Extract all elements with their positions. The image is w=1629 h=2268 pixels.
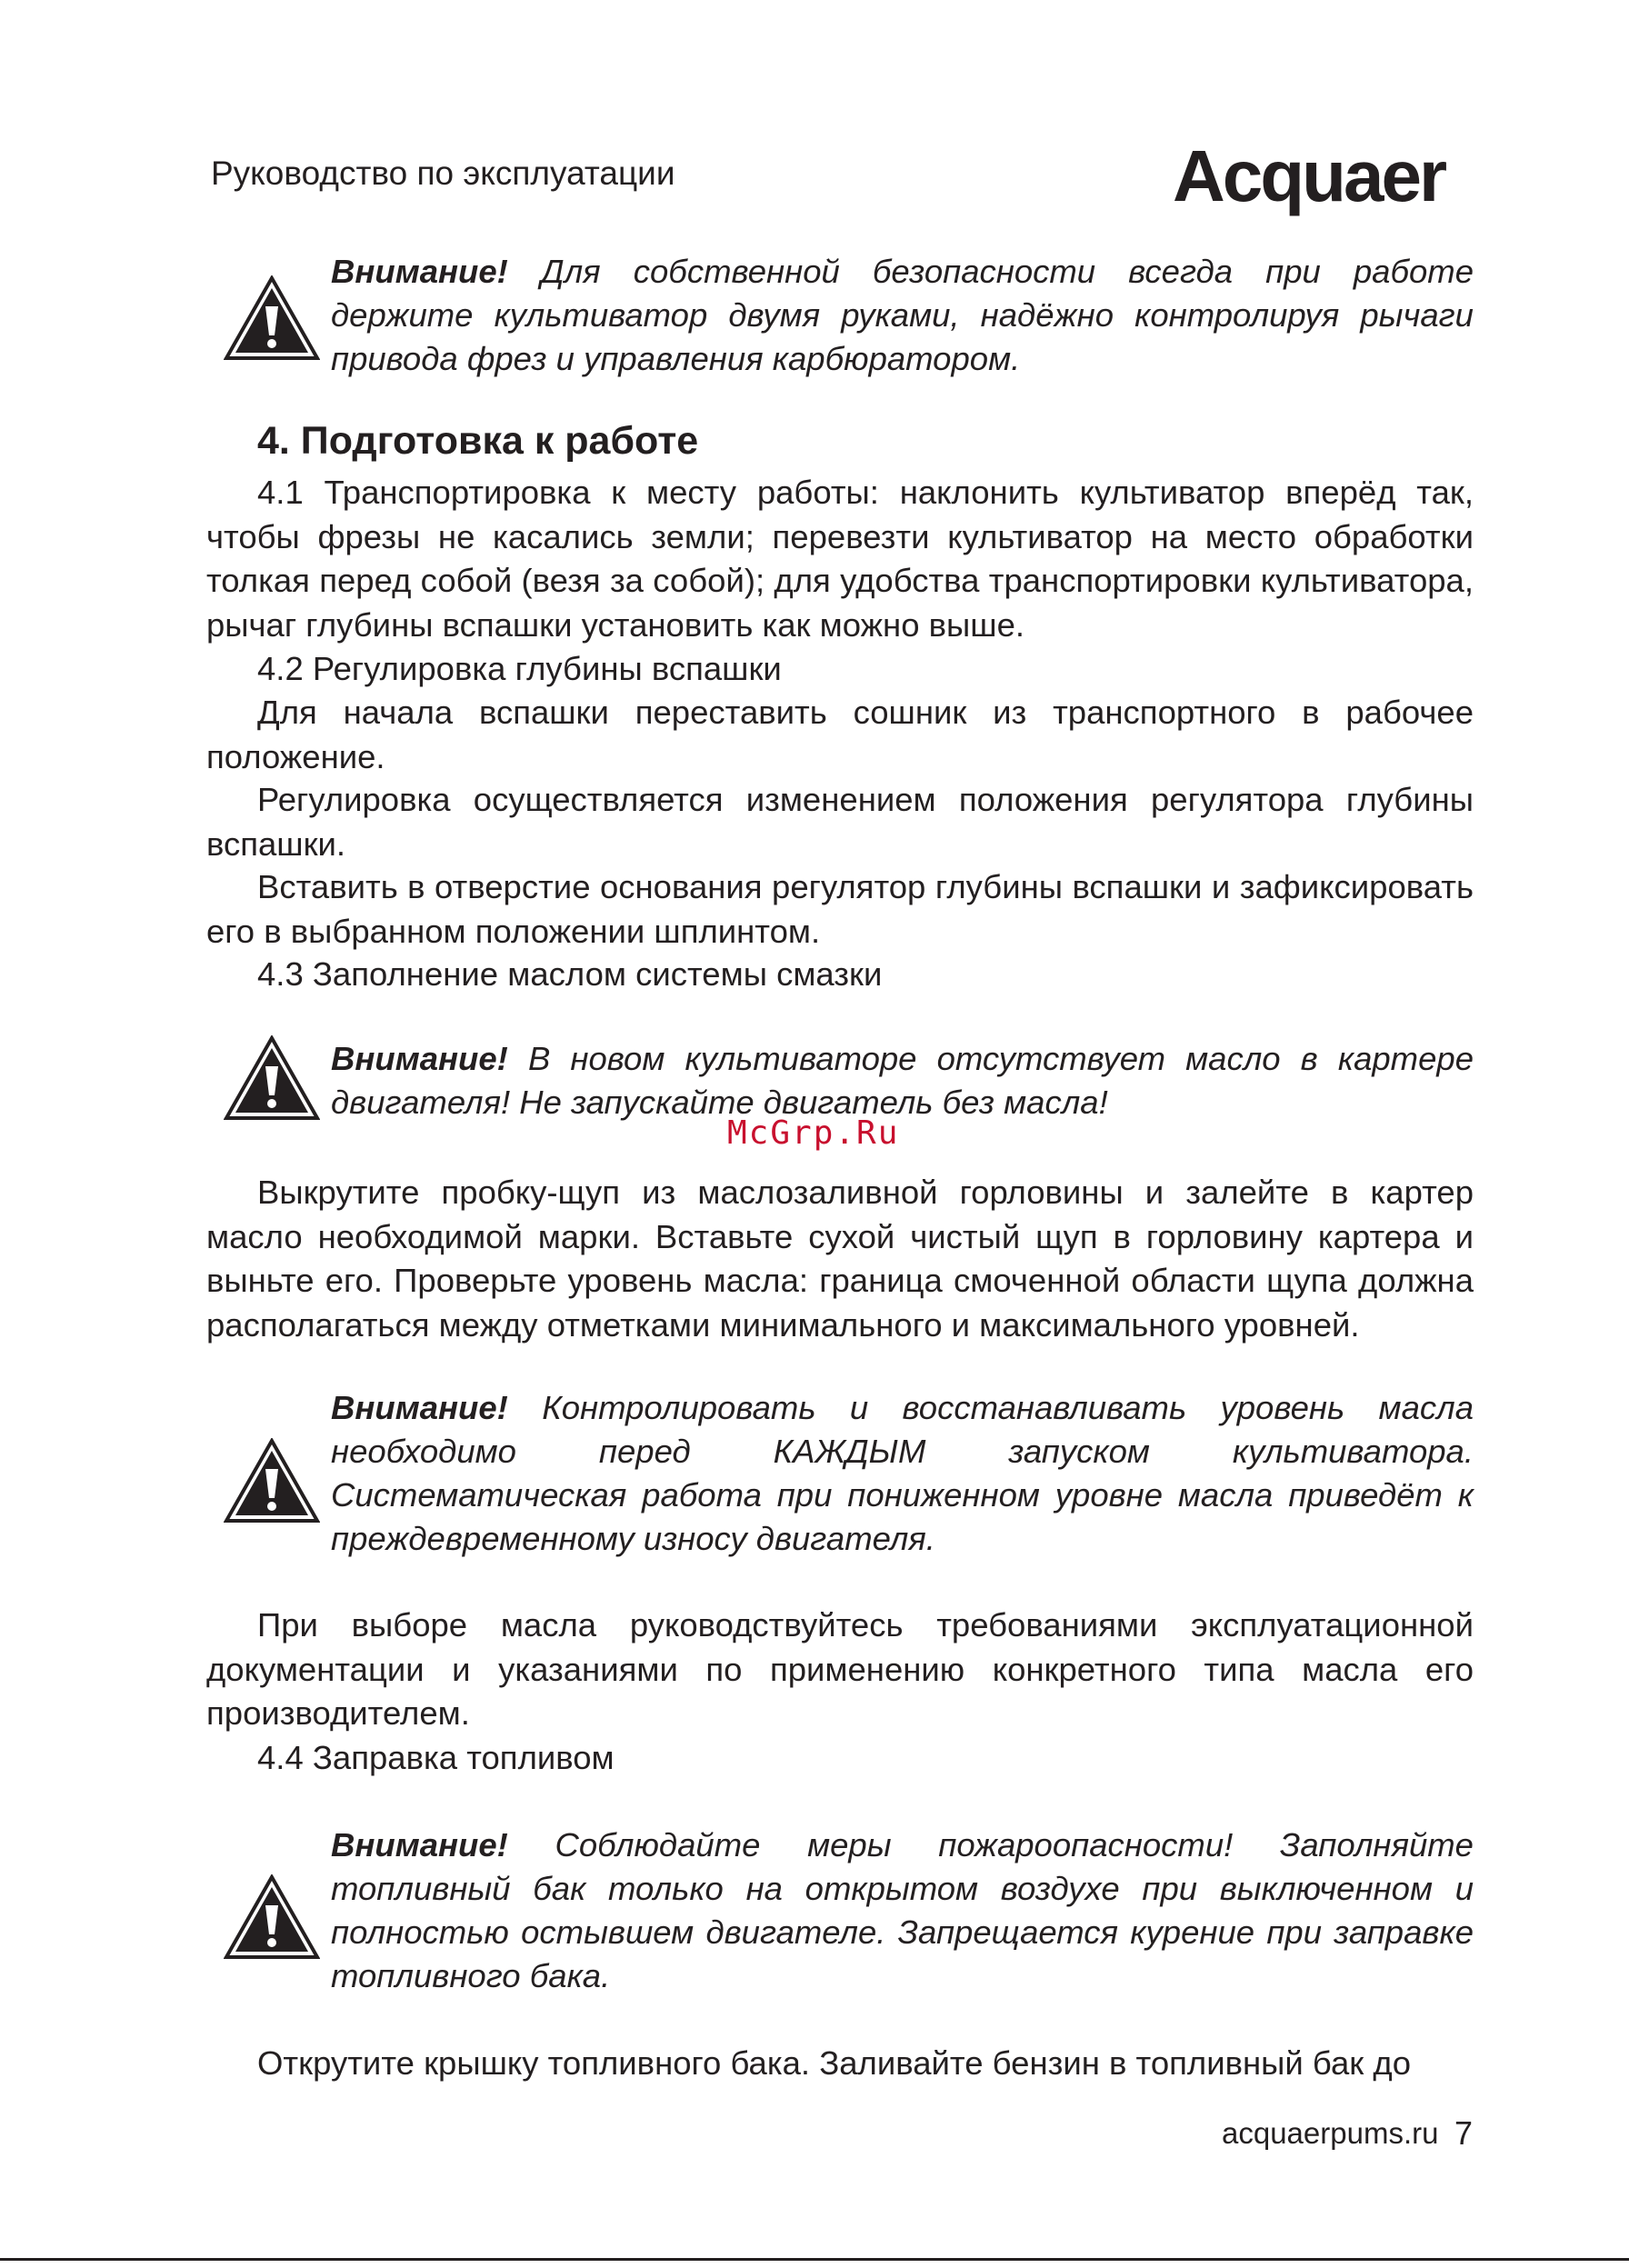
warning-label: Внимание! (331, 1389, 508, 1426)
watermark: McGrp.Ru (727, 1114, 900, 1152)
warning-triangle-icon (224, 1874, 320, 1960)
warning-note (331, 1823, 1474, 1998)
bottom-rule (0, 2258, 1629, 2261)
warning-text: В новом культиваторе отсутствует масло в картере двигателя! Не запускайте двигатель без масла! (331, 1040, 1474, 1121)
subheading-4-3: 4.3 Заполнение маслом системы смазки (257, 955, 883, 993)
paragraph-4-2c: Вставить в отверстие основания регулятор глубины вспашки и зафиксировать его в выбранном положении шплинтом. (206, 868, 1474, 950)
paragraph-4-1: 4.1 Транспортировка к месту работы: наклонить культиватор вперёд так, чтобы фрезы не касались земли; перевезти культиватор на место обработки толкая перед собой (везя за собой); для удобства транспортировки культиватора, рычаг глубины вспашки установить как можно выше. (206, 474, 1474, 644)
warning-triangle-icon (224, 275, 320, 361)
paragraph-4-2b: Регулировка осуществляется изменением положения регулятора глубины вспашки. (206, 781, 1474, 863)
paragraph-4-2a: Для начала вспашки переставить сошник из транспортного в рабочее положение. (206, 694, 1474, 775)
warning-triangle-icon (224, 1035, 320, 1121)
warning-label: Внимание! (331, 1040, 508, 1077)
warning-note (331, 1037, 1474, 1124)
warning-text: Контролировать и восстанавливать уровень масла необходимо перед КАЖДЫМ запуском культиватора. Систематическая работа при пониженном уровне масла приведёт к преждевременному износу двигателя. (331, 1389, 1474, 1557)
footer-site: acquaerpums.ru (1222, 2116, 1439, 2150)
warning-note (331, 1386, 1474, 1561)
subheading-4-4: 4.4 Заправка топливом (257, 1739, 615, 1776)
warning-text: Для собственной безопасности всегда при работе держите культиватор двумя руками, надёжно контролируя рычаги привода фрез и управления карбюратором. (331, 253, 1474, 377)
section-heading: 4. Подготовка к работе (257, 419, 699, 463)
warning-note (331, 250, 1474, 381)
warning-triangle-icon (224, 1438, 320, 1524)
warning-label: Внимание! (331, 1826, 508, 1863)
paragraph-4-3a: Выкрутите пробку-щуп из маслозаливной горловины и залейте в картер масло необходимой марки. Вставьте сухой чистый щуп в горловину картера и выньте его. Проверьте уровень масла: граница смоченной области щупа должна располагаться между отметками минимального и максимального уровней. (206, 1174, 1474, 1344)
paragraph-4-4: Открутите крышку топливного бака. Заливайте бензин в топливный бак до (257, 2044, 1411, 2082)
warning-text: Соблюдайте меры пожароопасности! Заполняйте топливный бак только на открытом воздухе при выключенном и полностью остывшем двигателе. Запрещается курение при заправке топливного бака. (331, 1826, 1474, 1994)
brand-logo: Acquaer (1173, 135, 1445, 216)
paragraph-4-3b: При выборе масла руководствуйтесь требованиями эксплуатационной документации и указаниями по применению конкретного типа масла его производителем. (206, 1606, 1474, 1732)
page-number: 7 (1454, 2114, 1474, 2152)
warning-label: Внимание! (331, 253, 508, 290)
subheading-4-2: 4.2 Регулировка глубины вспашки (257, 650, 782, 687)
header-title: Руководство по эксплуатации (211, 155, 675, 192)
